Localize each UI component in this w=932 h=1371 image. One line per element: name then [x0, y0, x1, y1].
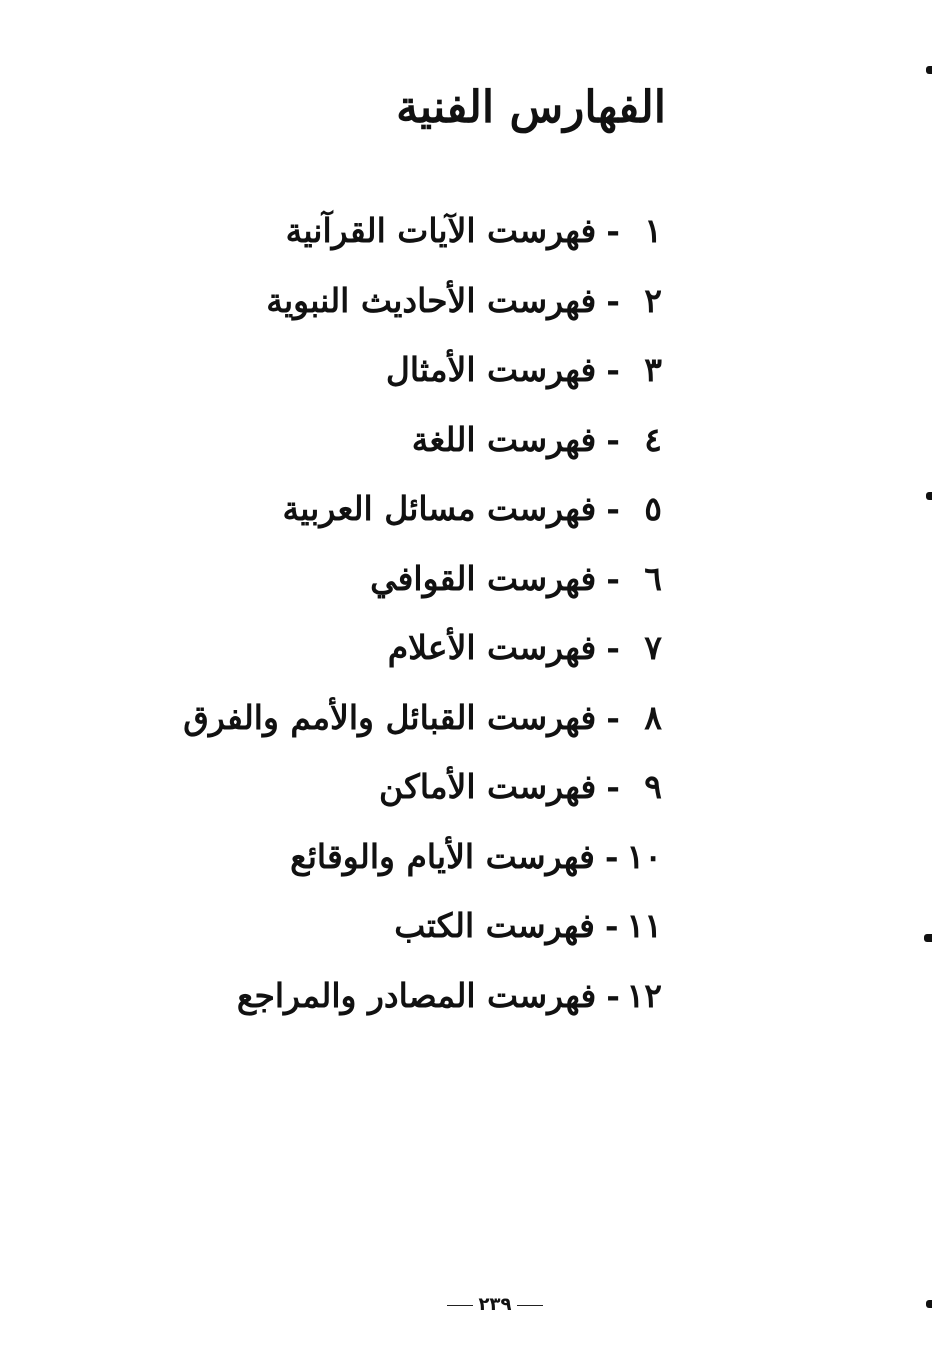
- binding-mark: [926, 1300, 932, 1308]
- index-item-11: [282, 891, 662, 961]
- item-separator: -: [606, 697, 620, 737]
- index-item-10: [282, 822, 662, 892]
- index-item-7: [282, 613, 662, 683]
- item-label: فهرست مسائل العربية: [282, 489, 597, 529]
- item-separator: -: [606, 211, 620, 251]
- item-separator: -: [606, 280, 620, 320]
- index-item-8: [183, 683, 662, 753]
- binding-mark: [924, 934, 932, 942]
- item-label: فهرست الأحاديث النبوية: [266, 280, 597, 320]
- page-number: [0, 1294, 932, 1315]
- binding-mark: [926, 66, 932, 74]
- index-item-12: [236, 961, 662, 1031]
- item-number: ٤: [644, 419, 662, 459]
- index-item-5: [282, 474, 662, 544]
- item-number: ٣: [644, 350, 662, 390]
- item-label: فهرست المصادر والمراجع: [236, 975, 597, 1015]
- item-number: ١٢: [626, 975, 662, 1015]
- item-number: ٧: [644, 628, 662, 668]
- item-separator: -: [606, 628, 620, 668]
- item-separator: -: [604, 836, 619, 876]
- item-separator: -: [606, 419, 620, 459]
- item-separator: -: [606, 350, 620, 390]
- item-number: ٩: [644, 767, 662, 807]
- index-item-1: [282, 196, 662, 266]
- item-number: ١٠: [626, 836, 662, 876]
- index-list: [183, 196, 662, 1030]
- folio-rule-right: [447, 1305, 473, 1306]
- item-label: فهرست القوافي: [370, 558, 597, 598]
- page-title: الفهارس الفنية: [396, 82, 666, 133]
- item-separator: -: [606, 558, 620, 598]
- item-label: فهرست اللغة: [411, 419, 597, 459]
- page-number-text: ٢٣٩: [478, 1294, 512, 1315]
- index-item-2: [266, 266, 662, 336]
- item-number: ٦: [644, 558, 662, 598]
- item-number: ٥: [644, 489, 662, 529]
- index-item-3: [282, 335, 662, 405]
- index-item-9: [282, 752, 662, 822]
- item-separator: -: [606, 489, 620, 529]
- item-separator: -: [606, 975, 620, 1015]
- item-label: فهرست القبائل والأمم والفرق: [183, 697, 597, 737]
- item-number: ١: [644, 211, 662, 251]
- index-item-4: [282, 405, 662, 475]
- item-separator: -: [606, 767, 620, 807]
- index-item-6: [282, 544, 662, 614]
- item-number: ٨: [644, 697, 662, 737]
- binding-mark: [926, 492, 932, 500]
- item-label: فهرست الأيام والوقائع: [290, 836, 595, 876]
- item-label: فهرست الأمثال: [385, 350, 597, 390]
- item-label: فهرست الأعلام: [387, 628, 597, 668]
- item-label: فهرست الآيات القرآنية: [285, 211, 597, 251]
- folio-rule-left: [517, 1305, 543, 1306]
- item-number: ٢: [644, 280, 662, 320]
- item-label: فهرست الكتب: [394, 906, 595, 946]
- item-label: فهرست الأماكن: [379, 767, 597, 807]
- item-number: ١١: [626, 906, 662, 946]
- item-separator: -: [604, 906, 619, 946]
